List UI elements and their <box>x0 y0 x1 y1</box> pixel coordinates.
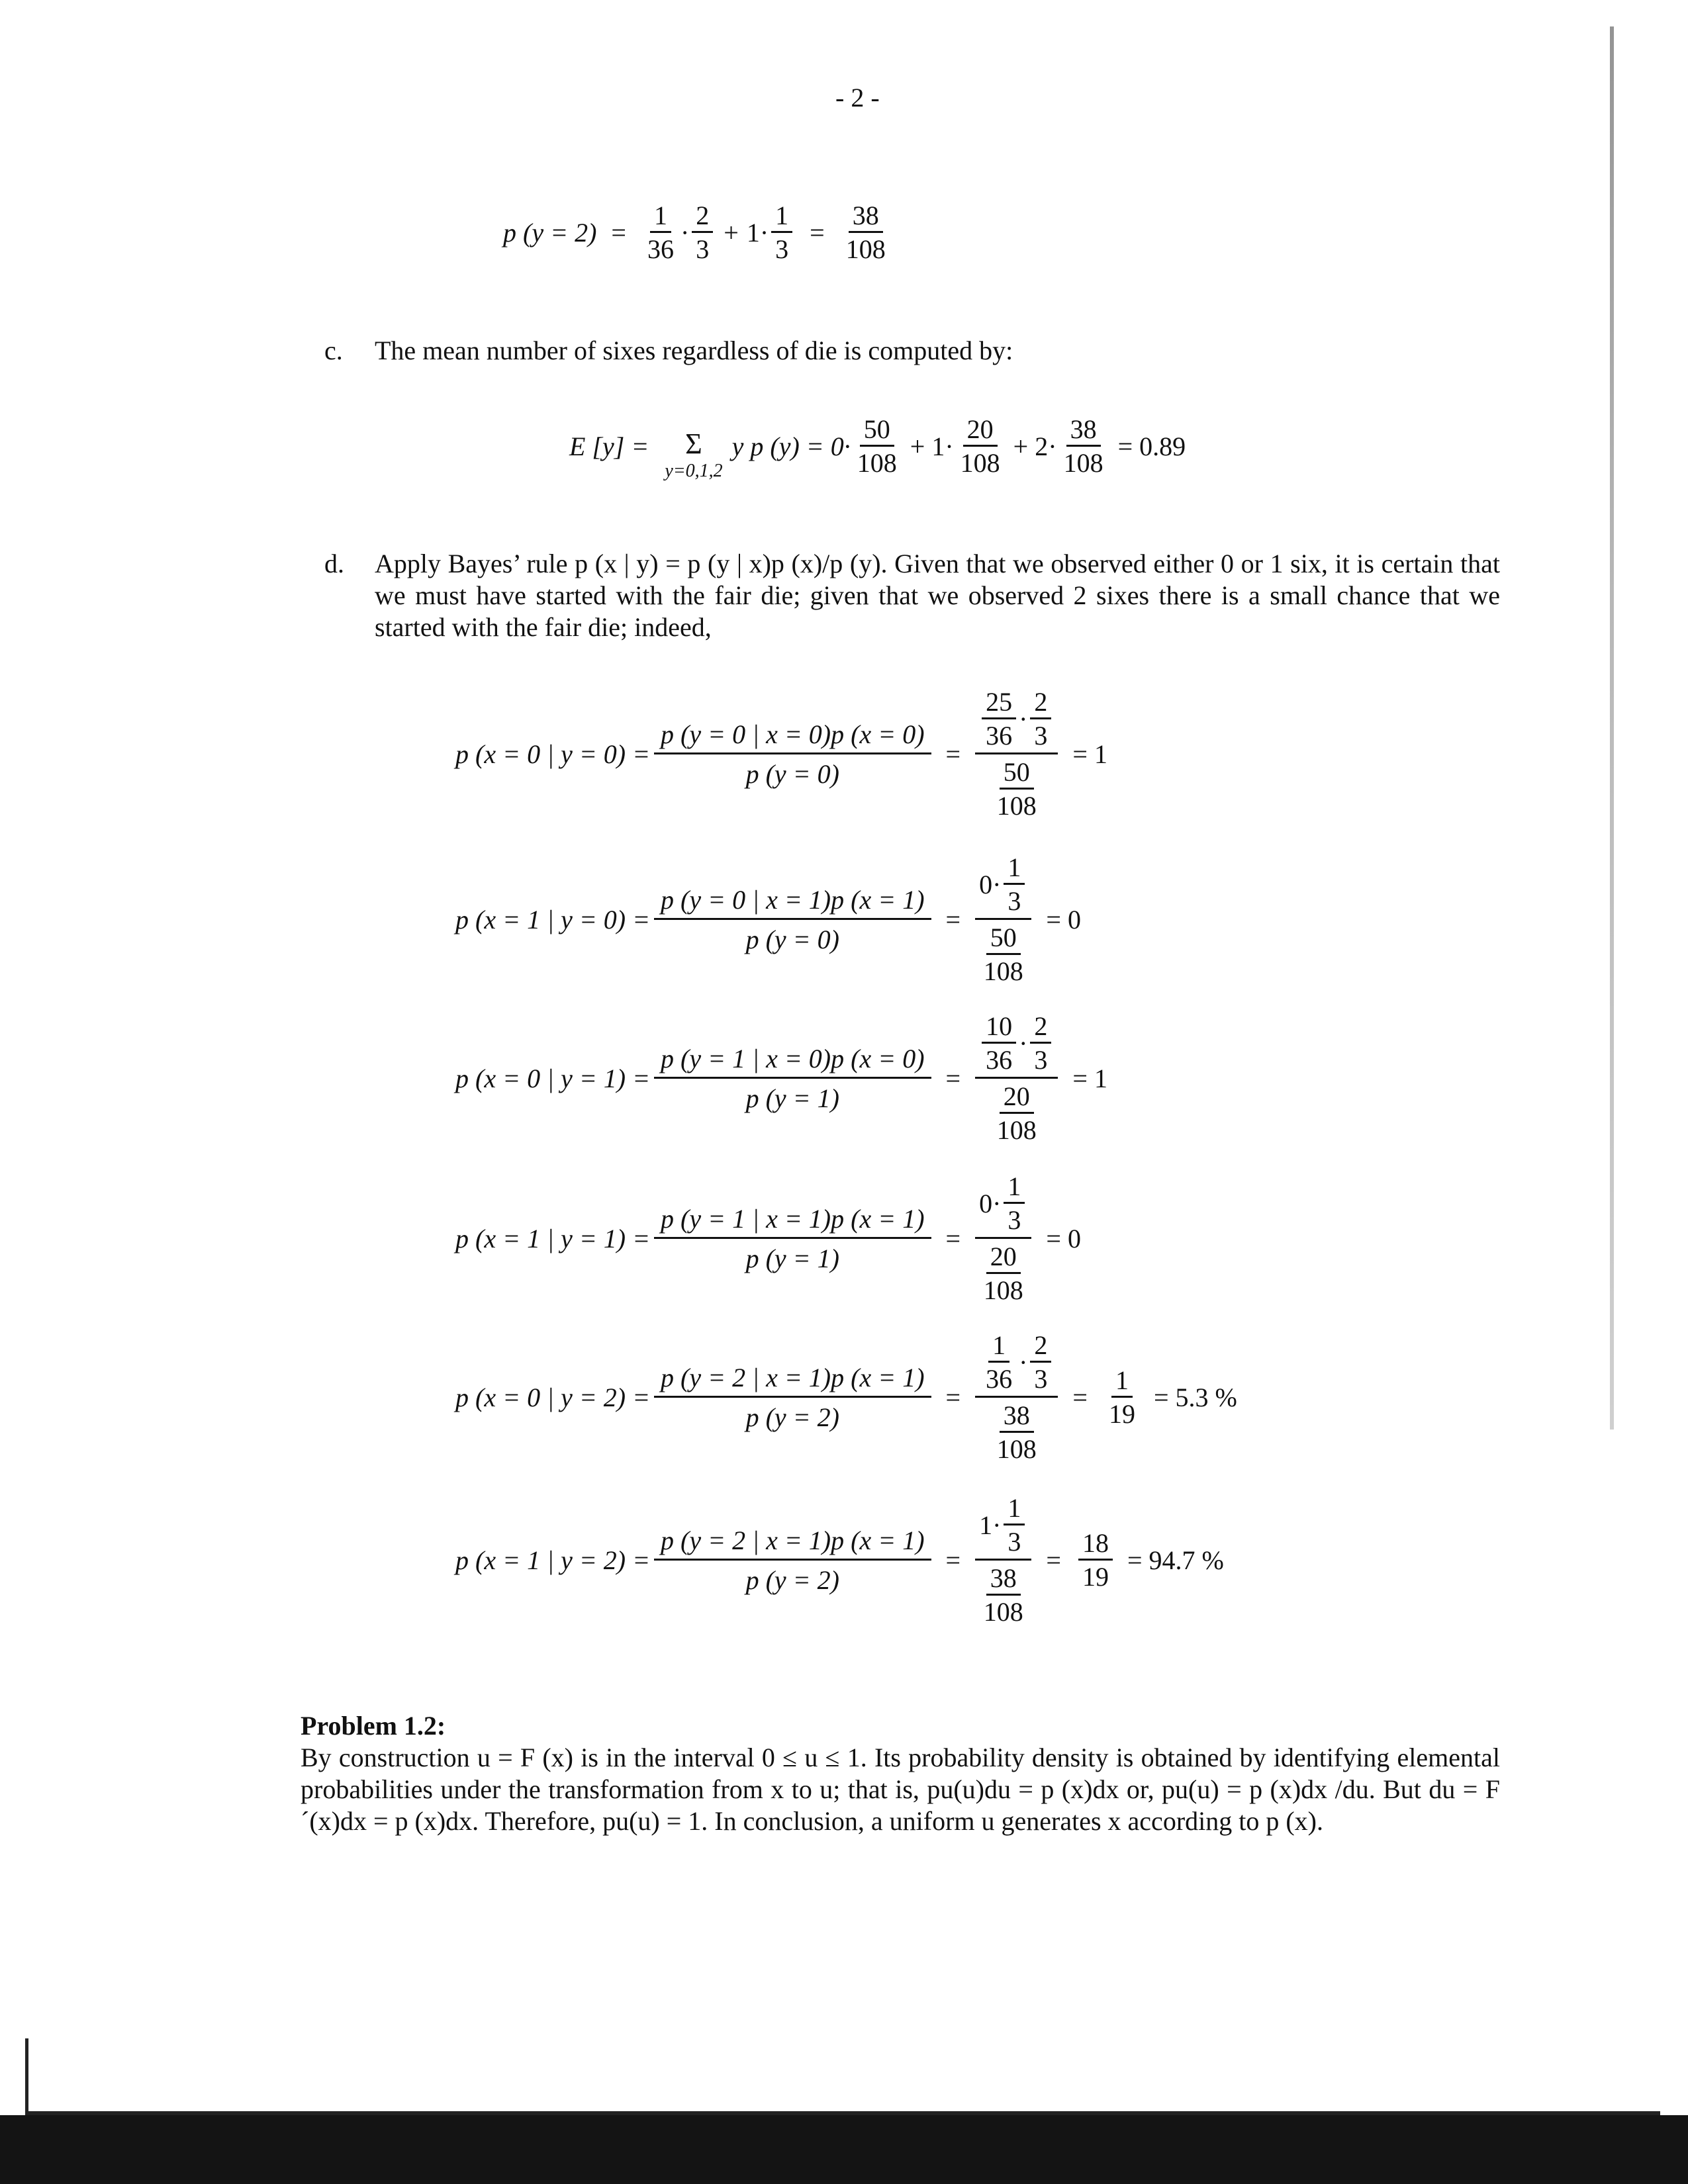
bayes-row-4: p (x = 1 | y = 1) = $\frac{p (y = 1 | x = 1)p (x = 1)}{p (y = 1)}$ = 0· $\frac{1}{3}$ $\frac{20}{108}$ = 0 <box>455 1171 1081 1305</box>
bayes-lhs: p (x = 1 | y = 0) = <box>455 905 651 934</box>
bayes-reduced-fraction: $\frac{1}{19}$ <box>1108 1365 1135 1429</box>
scan-bottom-band <box>0 2115 1688 2184</box>
mean-equation <box>569 414 1186 481</box>
bayes-value-fraction: $\frac{1}{36}$ · $\frac{2}{3}$ $\frac{38}{108}$ <box>975 1332 1058 1463</box>
mean-result: = 0.89 <box>1117 432 1186 461</box>
top-equation: p (y = 2) = $\frac{1}{36}$ · $\frac{2}{3}$ + 1· $\frac{1}{3}$ = $\frac{38}{108}$ <box>503 202 892 263</box>
mean-lhs: E [y] = <box>569 432 649 461</box>
bayes-value-fraction: 0· $\frac{1}{3}$ $\frac{50}{108}$ <box>975 854 1031 985</box>
mean-frac-2: $\frac{20}{108}$ <box>960 414 1000 478</box>
bayes-lhs: p (x = 1 | y = 2) = <box>455 1545 651 1575</box>
top-eq-lhs: p (y = 2) <box>503 218 597 248</box>
bayes-value-fraction: $\frac{10}{36}$ · $\frac{2}{3}$ $\frac{20}{108}$ <box>975 1013 1058 1144</box>
sum-subscript: y=0,1,2 <box>665 461 723 481</box>
bayes-row-2: p (x = 1 | y = 0) = $\frac{p (y = 0 | x = 1)p (x = 1)}{p (y = 0)}$ = 0· $\frac{1}{3}$ $\frac{50}{108}$ = 0 <box>455 852 1081 986</box>
bayes-result: = 5.3 % <box>1153 1383 1237 1412</box>
bayes-value-fraction: $\frac{25}{36}$ · $\frac{2}{3}$ $\frac{50}{108}$ <box>975 688 1058 820</box>
bayes-fraction: $\frac{p (y = 0 | x = 0)p (x = 0)}{p (y = 0)}$ <box>654 719 931 790</box>
bayes-lhs: p (x = 0 | y = 1) = <box>455 1064 651 1093</box>
bayes-value-fraction: 0· $\frac{1}{3}$ $\frac{20}{108}$ <box>975 1173 1031 1304</box>
bayes-fraction: $\frac{p (y = 2 | x = 1)p (x = 1)}{p (y = 2)}$ <box>654 1525 931 1596</box>
bayes-lhs: p (x = 0 | y = 0) = <box>455 739 651 769</box>
bayes-result: = 0 <box>1046 1224 1081 1253</box>
part-d-label: d. <box>324 549 344 578</box>
top-eq-frac-1: $\frac{1}{36}$ <box>647 201 674 264</box>
bayes-row-3: p (x = 0 | y = 1) = $\frac{p (y = 1 | x = 0)p (x = 0)}{p (y = 1)}$ = $\frac{10}{36}$ · $\frac{2}{3}$ $\frac{20}{108}$ = 1 <box>455 1011 1107 1145</box>
problem-text: By construction u = F (x) is in the interval 0 ≤ u ≤ 1. Its probability density is obtained by identifying elemental probabilities under the transformation from x to u; that is, pu(u)du = p (x)dx or, pu(u) = p (x)dx /du. But du = F´(x)dx = p (x)dx. Therefore, pu(u) = 1. In conclusion, a uniform u generates x according to p (x). <box>301 1743 1500 1836</box>
bayes-result: = 94.7 % <box>1127 1545 1224 1575</box>
mean-frac-3: $\frac{38}{108}$ <box>1063 414 1103 478</box>
top-eq-frac-3: $\frac{1}{3}$ <box>771 202 792 263</box>
bayes-lhs: p (x = 0 | y = 2) = <box>455 1383 651 1412</box>
problem-title: Problem 1.2: <box>301 1711 446 1741</box>
part-c-text: The mean number of sixes regardless of die is computed by: <box>375 336 1013 365</box>
bayes-lhs: p (x = 1 | y = 1) = <box>455 1224 651 1253</box>
mean-coef-3: + 2· <box>1013 432 1057 461</box>
sum-body: y p (y) = 0· <box>731 432 851 461</box>
top-eq-coef: 1· <box>746 218 769 248</box>
bayes-value-fraction: 1· $\frac{1}{3}$ $\frac{38}{108}$ <box>975 1494 1031 1626</box>
scan-edge-right <box>1610 26 1614 1430</box>
page-number: - 2 - <box>835 83 880 113</box>
bayes-fraction: $\frac{p (y = 1 | x = 0)p (x = 0)}{p (y = 1)}$ <box>654 1043 931 1114</box>
bayes-fraction: $\frac{p (y = 2 | x = 1)p (x = 1)}{p (y = 2)}$ <box>654 1362 931 1433</box>
top-eq-result: $\frac{38}{108}$ <box>845 201 886 264</box>
bayes-row-6: p (x = 1 | y = 2) = $\frac{p (y = 2 | x = 1)p (x = 1)}{p (y = 2)}$ = 1· $\frac{1}{3}$ $\frac{38}{108}$ = $\frac{18}{19}$ = 94.7 % <box>455 1493 1224 1627</box>
sum-symbol: Σ <box>685 428 702 460</box>
mean-coef-2: + 1· <box>910 432 954 461</box>
mean-frac-1: $\frac{50}{108}$ <box>857 414 897 478</box>
part-c-label: c. <box>324 336 343 365</box>
bayes-fraction: $\frac{p (y = 0 | x = 1)p (x = 1)}{p (y = 0)}$ <box>654 884 931 955</box>
bayes-row-5: p (x = 0 | y = 2) = $\frac{p (y = 2 | x = 1)p (x = 1)}{p (y = 2)}$ = $\frac{1}{36}$ · $\frac{2}{3}$ $\frac{38}{108}$ = $\frac{1}{19}$ = 5.3 % <box>455 1330 1237 1464</box>
bayes-result: = 1 <box>1072 1064 1107 1093</box>
part-d-text: Apply Bayes’ rule p (x | y) = p (y | x)p (x)/p (y). Given that we observed either 0 or 1 six, it is certain that we must have started with the fair die; given that we observed 2 sixes there is a small chance that we started with the fair die; indeed, <box>375 549 1500 642</box>
bayes-result: = 0 <box>1046 905 1081 934</box>
bayes-fraction: $\frac{p (y = 1 | x = 1)p (x = 1)}{p (y = 1)}$ <box>654 1203 931 1274</box>
bayes-reduced-fraction: $\frac{18}{19}$ <box>1078 1529 1113 1591</box>
bayes-result: = 1 <box>1072 739 1107 769</box>
scan-edge-left <box>25 2038 28 2111</box>
bayes-row-1: p (x = 0 | y = 0) = $\frac{p (y = 0 | x = 0)p (x = 0)}{p (y = 0)}$ = $\frac{25}{36}$ · $\frac{2}{3}$ $\frac{50}{108}$ = 1 <box>455 687 1107 821</box>
top-eq-frac-2: $\frac{2}{3}$ <box>692 202 713 263</box>
